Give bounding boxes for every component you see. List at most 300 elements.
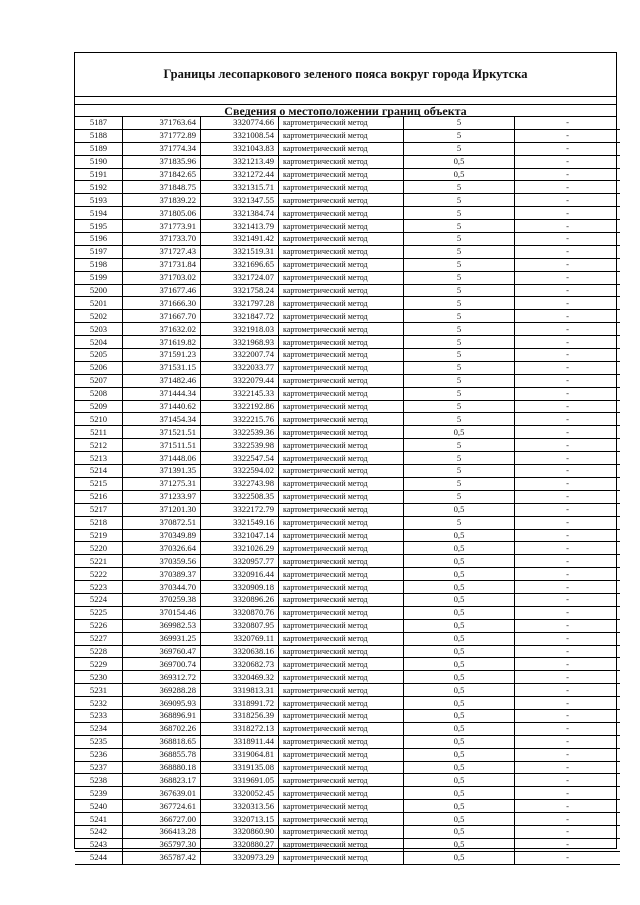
cell-note: - xyxy=(515,542,621,555)
cell-note: - xyxy=(515,117,621,129)
table-row xyxy=(75,761,620,774)
cell-method: картометрический метод xyxy=(279,851,404,864)
cell-point-number: 5210 xyxy=(75,413,123,426)
cell-note: - xyxy=(515,258,621,271)
cell-method: картометрический метод xyxy=(279,310,404,323)
cell-point-number: 5211 xyxy=(75,426,123,439)
cell-note: - xyxy=(515,787,621,800)
cell-coord-y: 3319813.31 xyxy=(201,684,279,697)
cell-accuracy: 5 xyxy=(404,465,515,478)
cell-coord-y: 3320807.95 xyxy=(201,619,279,632)
cell-accuracy: 0,5 xyxy=(404,787,515,800)
cell-accuracy: 0,5 xyxy=(404,581,515,594)
table-row xyxy=(75,181,620,194)
table-row xyxy=(75,220,620,233)
cell-note: - xyxy=(515,155,621,168)
cell-coord-y: 3321519.31 xyxy=(201,245,279,258)
cell-coord-y: 3320860.90 xyxy=(201,825,279,838)
cell-method: картометрический метод xyxy=(279,684,404,697)
cell-point-number: 5212 xyxy=(75,439,123,452)
table-row xyxy=(75,323,620,336)
table-row xyxy=(75,787,620,800)
cell-coord-x: 371521.51 xyxy=(123,426,201,439)
cell-coord-x: 367639.01 xyxy=(123,787,201,800)
cell-accuracy: 0,5 xyxy=(404,697,515,710)
cell-note: - xyxy=(515,233,621,246)
cell-accuracy: 5 xyxy=(404,336,515,349)
cell-coord-y: 3321968.93 xyxy=(201,336,279,349)
table-row xyxy=(75,593,620,606)
cell-point-number: 5205 xyxy=(75,349,123,362)
table-row xyxy=(75,851,620,864)
cell-method: картометрический метод xyxy=(279,774,404,787)
cell-coord-x: 366413.28 xyxy=(123,825,201,838)
cell-coord-x: 369760.47 xyxy=(123,645,201,658)
cell-accuracy: 5 xyxy=(404,220,515,233)
table-row xyxy=(75,658,620,671)
cell-coord-y: 3321724.07 xyxy=(201,271,279,284)
cell-note: - xyxy=(515,645,621,658)
cell-coord-y: 3322508.35 xyxy=(201,490,279,503)
cell-coord-y: 3320957.77 xyxy=(201,555,279,568)
cell-note: - xyxy=(515,490,621,503)
cell-coord-y: 3319064.81 xyxy=(201,748,279,761)
cell-point-number: 5232 xyxy=(75,697,123,710)
cell-coord-x: 370326.64 xyxy=(123,542,201,555)
cell-point-number: 5217 xyxy=(75,503,123,516)
cell-coord-y: 3321549.16 xyxy=(201,516,279,529)
cell-point-number: 5220 xyxy=(75,542,123,555)
table-row xyxy=(75,748,620,761)
table-row xyxy=(75,606,620,619)
table-row xyxy=(75,516,620,529)
cell-accuracy: 0,5 xyxy=(404,529,515,542)
cell-coord-x: 371391.35 xyxy=(123,465,201,478)
cell-coord-x: 368823.17 xyxy=(123,774,201,787)
cell-accuracy: 5 xyxy=(404,349,515,362)
cell-accuracy: 0,5 xyxy=(404,606,515,619)
cell-note: - xyxy=(515,761,621,774)
cell-coord-x: 371619.82 xyxy=(123,336,201,349)
cell-method: картометрический метод xyxy=(279,671,404,684)
cell-method: картометрический метод xyxy=(279,155,404,168)
table-row xyxy=(75,233,620,246)
cell-coord-x: 369982.53 xyxy=(123,619,201,632)
cell-coord-x: 369095.93 xyxy=(123,697,201,710)
cell-method: картометрический метод xyxy=(279,323,404,336)
cell-note: - xyxy=(515,168,621,181)
cell-coord-x: 371454.34 xyxy=(123,413,201,426)
cell-accuracy: 0,5 xyxy=(404,555,515,568)
cell-accuracy: 5 xyxy=(404,207,515,220)
cell-note: - xyxy=(515,284,621,297)
cell-coord-y: 3320682.73 xyxy=(201,658,279,671)
table-row xyxy=(75,336,620,349)
cell-coord-x: 371591.23 xyxy=(123,349,201,362)
cell-note: - xyxy=(515,503,621,516)
cell-point-number: 5207 xyxy=(75,374,123,387)
cell-coord-x: 371275.31 xyxy=(123,477,201,490)
table-row xyxy=(75,581,620,594)
cell-coord-x: 370359.56 xyxy=(123,555,201,568)
table-row xyxy=(75,632,620,645)
cell-method: картометрический метод xyxy=(279,542,404,555)
cell-method: картометрический метод xyxy=(279,374,404,387)
cell-method: картометрический метод xyxy=(279,413,404,426)
cell-method: картометрический метод xyxy=(279,426,404,439)
cell-coord-x: 371444.34 xyxy=(123,387,201,400)
table-row xyxy=(75,619,620,632)
cell-point-number: 5192 xyxy=(75,181,123,194)
cell-point-number: 5227 xyxy=(75,632,123,645)
cell-point-number: 5188 xyxy=(75,129,123,142)
cell-accuracy: 0,5 xyxy=(404,593,515,606)
cell-point-number: 5197 xyxy=(75,245,123,258)
cell-coord-x: 371731.84 xyxy=(123,258,201,271)
table-row xyxy=(75,129,620,142)
cell-note: - xyxy=(515,413,621,426)
cell-note: - xyxy=(515,465,621,478)
cell-method: картометрический метод xyxy=(279,129,404,142)
cell-coord-y: 3320469.32 xyxy=(201,671,279,684)
document-frame xyxy=(74,52,617,863)
cell-point-number: 5226 xyxy=(75,619,123,632)
cell-coord-x: 370259.38 xyxy=(123,593,201,606)
cell-coord-y: 3321384.74 xyxy=(201,207,279,220)
table-row xyxy=(75,684,620,697)
table-row xyxy=(75,465,620,478)
cell-accuracy: 5 xyxy=(404,439,515,452)
cell-method: картометрический метод xyxy=(279,697,404,710)
cell-note: - xyxy=(515,207,621,220)
table-row xyxy=(75,709,620,722)
cell-method: картометрический метод xyxy=(279,168,404,181)
cell-coord-x: 371448.06 xyxy=(123,452,201,465)
cell-method: картометрический метод xyxy=(279,516,404,529)
cell-coord-y: 3318991.72 xyxy=(201,697,279,710)
cell-note: - xyxy=(515,606,621,619)
cell-accuracy: 0,5 xyxy=(404,645,515,658)
cell-point-number: 5239 xyxy=(75,787,123,800)
cell-coord-x: 371233.97 xyxy=(123,490,201,503)
cell-coord-x: 368896.91 xyxy=(123,709,201,722)
cell-coord-y: 3322145.33 xyxy=(201,387,279,400)
cell-coord-x: 371482.46 xyxy=(123,374,201,387)
cell-coord-x: 367724.61 xyxy=(123,800,201,813)
table-row xyxy=(75,735,620,748)
table-row xyxy=(75,439,620,452)
cell-note: - xyxy=(515,735,621,748)
cell-accuracy: 5 xyxy=(404,284,515,297)
table-row xyxy=(75,142,620,155)
cell-coord-y: 3321696.65 xyxy=(201,258,279,271)
cell-note: - xyxy=(515,297,621,310)
cell-note: - xyxy=(515,220,621,233)
table-row xyxy=(75,671,620,684)
table-row xyxy=(75,542,620,555)
cell-accuracy: 5 xyxy=(404,310,515,323)
cell-accuracy: 0,5 xyxy=(404,155,515,168)
cell-point-number: 5191 xyxy=(75,168,123,181)
cell-accuracy: 0,5 xyxy=(404,503,515,516)
cell-point-number: 5215 xyxy=(75,477,123,490)
cell-accuracy: 0,5 xyxy=(404,838,515,851)
cell-coord-x: 368880.18 xyxy=(123,761,201,774)
table-row xyxy=(75,838,620,851)
cell-method: картометрический метод xyxy=(279,194,404,207)
cell-accuracy: 5 xyxy=(404,258,515,271)
cell-note: - xyxy=(515,748,621,761)
table-row xyxy=(75,349,620,362)
cell-method: картометрический метод xyxy=(279,658,404,671)
cell-coord-y: 3321347.55 xyxy=(201,194,279,207)
cell-note: - xyxy=(515,838,621,851)
cell-point-number: 5233 xyxy=(75,709,123,722)
cell-accuracy: 5 xyxy=(404,129,515,142)
cell-coord-x: 371805.06 xyxy=(123,207,201,220)
cell-point-number: 5200 xyxy=(75,284,123,297)
cell-note: - xyxy=(515,825,621,838)
table-row xyxy=(75,374,620,387)
table-row xyxy=(75,452,620,465)
cell-method: картометрический метод xyxy=(279,477,404,490)
cell-point-number: 5230 xyxy=(75,671,123,684)
cell-point-number: 5221 xyxy=(75,555,123,568)
cell-accuracy: 5 xyxy=(404,477,515,490)
cell-method: картометрический метод xyxy=(279,503,404,516)
cell-note: - xyxy=(515,142,621,155)
cell-method: картометрический метод xyxy=(279,117,404,129)
cell-point-number: 5223 xyxy=(75,581,123,594)
boundary-points-table xyxy=(75,117,620,865)
cell-method: картометрический метод xyxy=(279,452,404,465)
cell-coord-y: 3320870.76 xyxy=(201,606,279,619)
cell-note: - xyxy=(515,697,621,710)
cell-coord-y: 3322743.98 xyxy=(201,477,279,490)
cell-method: картометрический метод xyxy=(279,284,404,297)
cell-method: картометрический метод xyxy=(279,735,404,748)
cell-point-number: 5194 xyxy=(75,207,123,220)
cell-note: - xyxy=(515,349,621,362)
cell-note: - xyxy=(515,374,621,387)
table-row xyxy=(75,813,620,826)
cell-accuracy: 5 xyxy=(404,516,515,529)
cell-coord-x: 371666.30 xyxy=(123,297,201,310)
cell-accuracy: 5 xyxy=(404,194,515,207)
cell-accuracy: 0,5 xyxy=(404,735,515,748)
cell-coord-y: 3320638.16 xyxy=(201,645,279,658)
cell-method: картометрический метод xyxy=(279,220,404,233)
cell-coord-y: 3322547.54 xyxy=(201,452,279,465)
table-row xyxy=(75,800,620,813)
cell-point-number: 5234 xyxy=(75,722,123,735)
cell-note: - xyxy=(515,361,621,374)
cell-note: - xyxy=(515,632,621,645)
cell-method: картометрический метод xyxy=(279,645,404,658)
table-row xyxy=(75,297,620,310)
section-title: Сведения о местоположении границ объекта xyxy=(75,105,616,117)
cell-coord-x: 368818.65 xyxy=(123,735,201,748)
table-row xyxy=(75,555,620,568)
table-row xyxy=(75,825,620,838)
cell-note: - xyxy=(515,774,621,787)
cell-method: картометрический метод xyxy=(279,581,404,594)
cell-coord-y: 3322539.98 xyxy=(201,439,279,452)
table-row xyxy=(75,722,620,735)
cell-coord-x: 370389.37 xyxy=(123,568,201,581)
cell-coord-y: 3322192.86 xyxy=(201,400,279,413)
cell-method: картометрический метод xyxy=(279,748,404,761)
table-row xyxy=(75,413,620,426)
cell-coord-y: 3318911.44 xyxy=(201,735,279,748)
cell-coord-x: 371727.43 xyxy=(123,245,201,258)
cell-accuracy: 5 xyxy=(404,387,515,400)
table-row xyxy=(75,477,620,490)
cell-coord-x: 371733.70 xyxy=(123,233,201,246)
cell-method: картометрический метод xyxy=(279,181,404,194)
cell-accuracy: 5 xyxy=(404,323,515,336)
cell-accuracy: 5 xyxy=(404,142,515,155)
cell-accuracy: 5 xyxy=(404,297,515,310)
cell-accuracy: 0,5 xyxy=(404,658,515,671)
table-row xyxy=(75,774,620,787)
table-row xyxy=(75,284,620,297)
cell-point-number: 5244 xyxy=(75,851,123,864)
cell-accuracy: 0,5 xyxy=(404,813,515,826)
cell-note: - xyxy=(515,555,621,568)
cell-coord-x: 371842.65 xyxy=(123,168,201,181)
cell-accuracy: 5 xyxy=(404,117,515,129)
document-title: Границы лесопаркового зеленого пояса вокруг города Иркутска xyxy=(75,53,616,97)
cell-accuracy: 0,5 xyxy=(404,800,515,813)
cell-accuracy: 0,5 xyxy=(404,684,515,697)
cell-coord-x: 371773.91 xyxy=(123,220,201,233)
cell-method: картометрический метод xyxy=(279,709,404,722)
cell-coord-y: 3321047.14 xyxy=(201,529,279,542)
cell-coord-x: 371632.02 xyxy=(123,323,201,336)
cell-method: картометрический метод xyxy=(279,361,404,374)
cell-accuracy: 5 xyxy=(404,233,515,246)
cell-point-number: 5225 xyxy=(75,606,123,619)
cell-method: картометрический метод xyxy=(279,787,404,800)
cell-coord-y: 3322594.02 xyxy=(201,465,279,478)
cell-note: - xyxy=(515,336,621,349)
cell-method: картометрический метод xyxy=(279,387,404,400)
cell-coord-x: 369312.72 xyxy=(123,671,201,684)
cell-method: картометрический метод xyxy=(279,606,404,619)
cell-coord-y: 3322539.36 xyxy=(201,426,279,439)
cell-note: - xyxy=(515,529,621,542)
cell-coord-y: 3320774.66 xyxy=(201,117,279,129)
cell-accuracy: 5 xyxy=(404,271,515,284)
cell-point-number: 5228 xyxy=(75,645,123,658)
cell-coord-x: 366727.00 xyxy=(123,813,201,826)
cell-coord-y: 3321315.71 xyxy=(201,181,279,194)
cell-point-number: 5208 xyxy=(75,387,123,400)
cell-note: - xyxy=(515,851,621,864)
cell-coord-y: 3321847.72 xyxy=(201,310,279,323)
cell-accuracy: 5 xyxy=(404,181,515,194)
table-row xyxy=(75,117,620,129)
cell-method: картометрический метод xyxy=(279,529,404,542)
cell-coord-y: 3321272.44 xyxy=(201,168,279,181)
cell-point-number: 5231 xyxy=(75,684,123,697)
cell-method: картометрический метод xyxy=(279,349,404,362)
cell-coord-x: 368855.78 xyxy=(123,748,201,761)
cell-note: - xyxy=(515,477,621,490)
cell-method: картометрический метод xyxy=(279,619,404,632)
cell-accuracy: 0,5 xyxy=(404,851,515,864)
cell-coord-y: 3320052.45 xyxy=(201,787,279,800)
cell-note: - xyxy=(515,271,621,284)
cell-method: картометрический метод xyxy=(279,800,404,813)
cell-accuracy: 5 xyxy=(404,490,515,503)
cell-point-number: 5218 xyxy=(75,516,123,529)
cell-point-number: 5224 xyxy=(75,593,123,606)
cell-coord-y: 3321043.83 xyxy=(201,142,279,155)
cell-point-number: 5241 xyxy=(75,813,123,826)
cell-accuracy: 0,5 xyxy=(404,542,515,555)
cell-coord-y: 3321918.03 xyxy=(201,323,279,336)
cell-note: - xyxy=(515,426,621,439)
cell-note: - xyxy=(515,658,621,671)
cell-coord-x: 371835.96 xyxy=(123,155,201,168)
cell-coord-y: 3321213.49 xyxy=(201,155,279,168)
cell-accuracy: 0,5 xyxy=(404,722,515,735)
cell-point-number: 5237 xyxy=(75,761,123,774)
cell-accuracy: 5 xyxy=(404,400,515,413)
cell-coord-y: 3322007.74 xyxy=(201,349,279,362)
table-row xyxy=(75,400,620,413)
cell-note: - xyxy=(515,194,621,207)
cell-method: картометрический метод xyxy=(279,761,404,774)
table-row xyxy=(75,645,620,658)
cell-accuracy: 0,5 xyxy=(404,168,515,181)
cell-method: картометрический метод xyxy=(279,593,404,606)
cell-method: картометрический метод xyxy=(279,439,404,452)
cell-method: картометрический метод xyxy=(279,825,404,838)
cell-point-number: 5187 xyxy=(75,117,123,129)
cell-coord-y: 3319691.05 xyxy=(201,774,279,787)
cell-point-number: 5219 xyxy=(75,529,123,542)
cell-coord-y: 3320713.15 xyxy=(201,813,279,826)
cell-coord-y: 3322079.44 xyxy=(201,374,279,387)
cell-coord-y: 3321413.79 xyxy=(201,220,279,233)
table-row xyxy=(75,529,620,542)
cell-accuracy: 0,5 xyxy=(404,748,515,761)
cell-coord-x: 369931.25 xyxy=(123,632,201,645)
table-row xyxy=(75,361,620,374)
cell-method: картометрический метод xyxy=(279,245,404,258)
cell-point-number: 5206 xyxy=(75,361,123,374)
cell-accuracy: 0,5 xyxy=(404,774,515,787)
cell-method: картометрический метод xyxy=(279,632,404,645)
cell-method: картометрический метод xyxy=(279,258,404,271)
cell-accuracy: 5 xyxy=(404,361,515,374)
cell-coord-x: 370344.70 xyxy=(123,581,201,594)
cell-accuracy: 0,5 xyxy=(404,426,515,439)
cell-note: - xyxy=(515,722,621,735)
cell-note: - xyxy=(515,516,621,529)
cell-method: картометрический метод xyxy=(279,490,404,503)
cell-coord-x: 369288.28 xyxy=(123,684,201,697)
cell-coord-y: 3320973.29 xyxy=(201,851,279,864)
cell-accuracy: 0,5 xyxy=(404,632,515,645)
cell-method: картометрический метод xyxy=(279,722,404,735)
cell-coord-y: 3320769.11 xyxy=(201,632,279,645)
cell-note: - xyxy=(515,452,621,465)
table-row xyxy=(75,568,620,581)
